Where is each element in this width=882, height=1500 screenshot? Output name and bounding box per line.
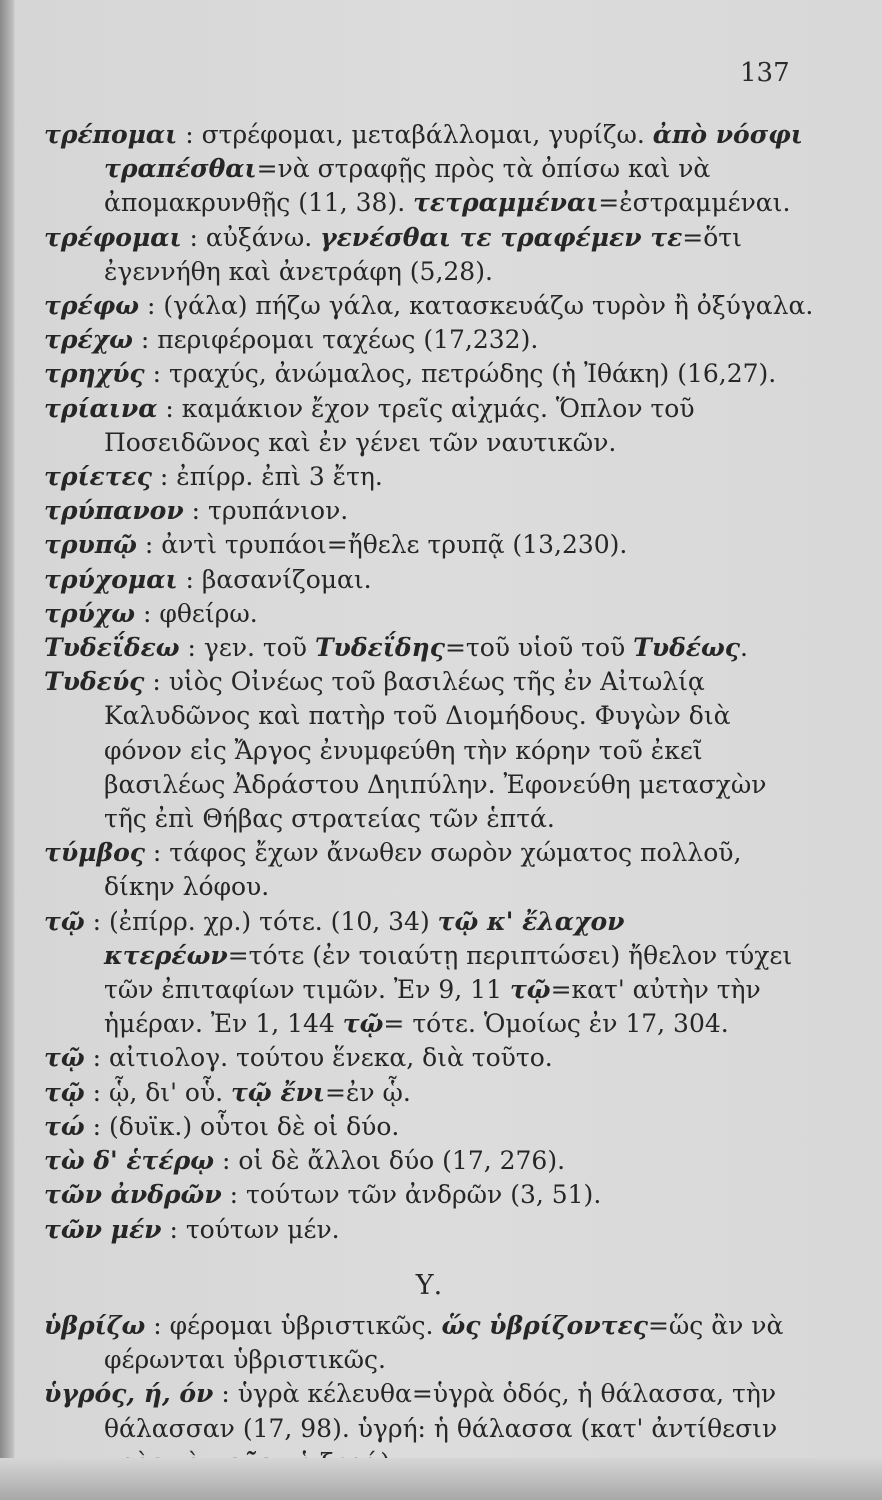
entry-headword: τώ <box>44 1111 85 1141</box>
entry-headword: τρηχύς <box>44 359 145 389</box>
bold-phrase: ἀπὸ νόσφι τραπέσθαι <box>104 120 803 184</box>
dictionary-entry <box>44 563 814 597</box>
entry-text: : (ἐπίρρ. χρ.) τότε. (10, 34) <box>84 906 438 936</box>
dictionary-entry <box>44 1309 814 1377</box>
dictionary-entry <box>44 597 814 631</box>
entry-headword: τύμβος <box>44 838 145 868</box>
entry-text: = τότε. Ὁμοίως ἐν 17, 304. <box>383 1009 729 1039</box>
page-number: 137 <box>740 58 790 88</box>
entry-text: =τότε (ἐν τοιαύτῃ περιπτώσει) ἤθελον τύχει τῶν ἐπιταφίων τιμῶν. Ἐν 9, 11 <box>104 940 793 1005</box>
entry-text: : φθείρω. <box>135 598 258 628</box>
entry-text: =νὰ στραφῇς πρὸς τὰ ὀπίσω καὶ νὰ ἀπομακρυνθῇς (11, 38). <box>104 154 711 218</box>
entry-text: : οἱ δὲ ἄλλοι δύο (17, 276). <box>214 1146 566 1176</box>
dictionary-entry <box>44 1110 814 1144</box>
entry-headword: τῶν ἀνδρῶν <box>44 1180 222 1210</box>
entry-headword: ὑβρίζω <box>44 1310 146 1340</box>
entry-text: =κατ' αὐτὴν τὴν ἡμέραν. Ἐν 1, 144 <box>104 975 761 1039</box>
dictionary-text <box>44 118 814 1480</box>
dictionary-entry <box>44 665 814 836</box>
entries-t <box>44 118 814 1247</box>
dictionary-entry <box>44 836 814 904</box>
dictionary-entry <box>44 1076 814 1110</box>
dictionary-entry <box>44 460 814 494</box>
dictionary-entry <box>44 1213 814 1247</box>
dictionary-entry <box>44 905 814 1042</box>
entry-headword: τὼ δ' ἑτέρῳ <box>44 1146 215 1176</box>
entry-text: : τάφος ἔχων ἄνωθεν σωρὸν χώματος πολλοῦ, δίκην λόφου. <box>104 838 742 902</box>
entry-headword: τῷ <box>44 906 85 936</box>
page-bottom-edge <box>0 1458 882 1500</box>
entry-text: : τούτων τῶν ἀνδρῶν (3, 51). <box>221 1180 602 1210</box>
entry-text: : τραχύς, ἀνώμαλος, πετρώδης (ἡ Ἰθάκη) (16,27). <box>144 359 777 389</box>
entry-text: : ᾧ, δι' οὗ. <box>84 1077 232 1107</box>
entry-text: : ἀντὶ τρυπάοι=ἤθελε τρυπᾷ (13,230). <box>136 530 628 560</box>
entry-text: : ἐπίρρ. ἐπὶ 3 ἔτη. <box>151 462 383 492</box>
entry-text: : φέρομαι ὑβριστικῶς. <box>145 1310 442 1340</box>
bold-phrase: γενέσθαι τε τραφέμεν τε <box>320 222 683 252</box>
entry-headword: τρύχω <box>44 598 136 628</box>
entry-headword: τρύπανον <box>44 496 184 526</box>
entry-text: : ὑγρὰ κέλευθα=ὑγρὰ ὁδός, ἡ θάλασσα, τὴν θάλασσαν (17, 98). ὑγρή: ἡ θάλασσα (κατ' ἀντίθεσιν <box>104 1379 778 1443</box>
dictionary-entry <box>44 631 814 665</box>
entry-text: : γεν. τοῦ <box>179 633 315 663</box>
entry-headword: τῷ <box>44 1077 85 1107</box>
bold-phrase: Τυδεΐδης <box>314 633 445 663</box>
entry-text: : υἱὸς Οἰνέως τοῦ βασιλέως τῆς ἐν Αἰτωλίᾳ Καλυδῶνος καὶ πατὴρ τοῦ Διομήδους. Φυγὼν διὰ φόνον εἰς Ἄργος ἐνυμφεύθη τὴν κόρην τοῦ ἐκεῖ βασιλέως Ἀδράστου Δηιπύλην. Ἐφονεύθη μετασχὼν τῆς ἐπὶ Θήβας στρατείας τῶν ἑπτά. <box>104 667 767 834</box>
entry-text: : τούτων μέν. <box>161 1214 340 1244</box>
entry-text: : (γάλα) πήζω γάλα, κατασκευάζω τυρὸν ἢ ὀξύγαλα. <box>139 291 814 321</box>
entry-headword: τρέφομαι <box>44 222 182 252</box>
entry-text: =τοῦ υἱοῦ τοῦ <box>444 633 634 663</box>
entry-headword: τρίαινα <box>44 393 158 423</box>
entry-text: : βασανίζομαι. <box>177 564 372 594</box>
dictionary-entry <box>44 323 814 357</box>
entry-text: : περιφέρομαι ταχέως (17,232). <box>132 325 539 355</box>
bold-phrase: τετραμμέναι <box>413 188 599 218</box>
dictionary-entry <box>44 289 814 323</box>
bold-phrase: Τυδέως <box>633 633 740 663</box>
bold-phrase: ὥς ὑβρίζοντες <box>441 1310 648 1340</box>
dictionary-entry <box>44 1178 814 1212</box>
entry-text: : αὐξάνω. <box>181 222 321 252</box>
entry-text: : καμάκιον ἔχον τρεῖς αἰχμάς. Ὅπλον τοῦ Ποσειδῶνος καὶ ἐν γένει τῶν ναυτικῶν. <box>104 393 695 457</box>
dictionary-entry <box>44 1041 814 1075</box>
entry-headword: ὑγρός, ή, όν <box>44 1379 214 1409</box>
entry-headword: τῶν μέν <box>44 1214 162 1244</box>
section-letter: Υ. <box>415 1269 443 1301</box>
bold-phrase: τῷ ἔνι <box>231 1077 326 1107</box>
entry-headword: Τυδεΐδεω <box>44 633 180 663</box>
entry-headword: τρυπῷ <box>44 530 137 560</box>
entry-text: : στρέφομαι, μεταβάλλομαι, γυρίζω. <box>177 120 653 149</box>
page-edge-shadow <box>0 0 14 1500</box>
entry-headword: τρέφω <box>44 291 140 321</box>
bold-phrase: τῷ <box>342 1009 384 1039</box>
entry-text: =ἐστραμμέναι. <box>598 188 791 218</box>
dictionary-entry <box>44 494 814 528</box>
entry-headword: τρύχομαι <box>44 564 178 594</box>
bold-phrase: τῷ <box>509 975 551 1005</box>
entry-text: =ὅτι ἐγεννήθη καὶ ἀνετράφη (5,28). <box>104 222 742 286</box>
entry-headword: Τυδεύς <box>44 667 145 697</box>
entry-text: . <box>740 633 748 663</box>
bold-phrase: τῷ κ' ἔλαχον κτερέων <box>104 906 625 970</box>
dictionary-entry <box>44 1144 814 1178</box>
entry-text: =ὥς ἂν νὰ φέρωνται ὑβριστικῶς. <box>104 1310 784 1375</box>
entry-text: =ἐν ᾧ. <box>325 1077 411 1107</box>
entry-text: : αἰτιολογ. τούτου ἕνεκα, διὰ τοῦτο. <box>84 1043 553 1073</box>
entry-headword: τρέχω <box>44 325 133 355</box>
dictionary-entry <box>44 221 814 289</box>
dictionary-entry <box>44 392 814 460</box>
dictionary-entry <box>44 528 814 562</box>
dictionary-entry <box>44 357 814 391</box>
entries-y <box>44 1309 814 1480</box>
entry-text: : (δυϊκ.) οὗτοι δὲ οἱ δύο. <box>84 1111 400 1141</box>
entry-headword: τῷ <box>44 1043 85 1073</box>
dictionary-entry <box>44 118 814 221</box>
entry-text: : τρυπάνιον. <box>183 496 349 526</box>
entry-headword: τρέπομαι <box>44 120 178 149</box>
entry-headword: τρίετες <box>44 462 152 492</box>
